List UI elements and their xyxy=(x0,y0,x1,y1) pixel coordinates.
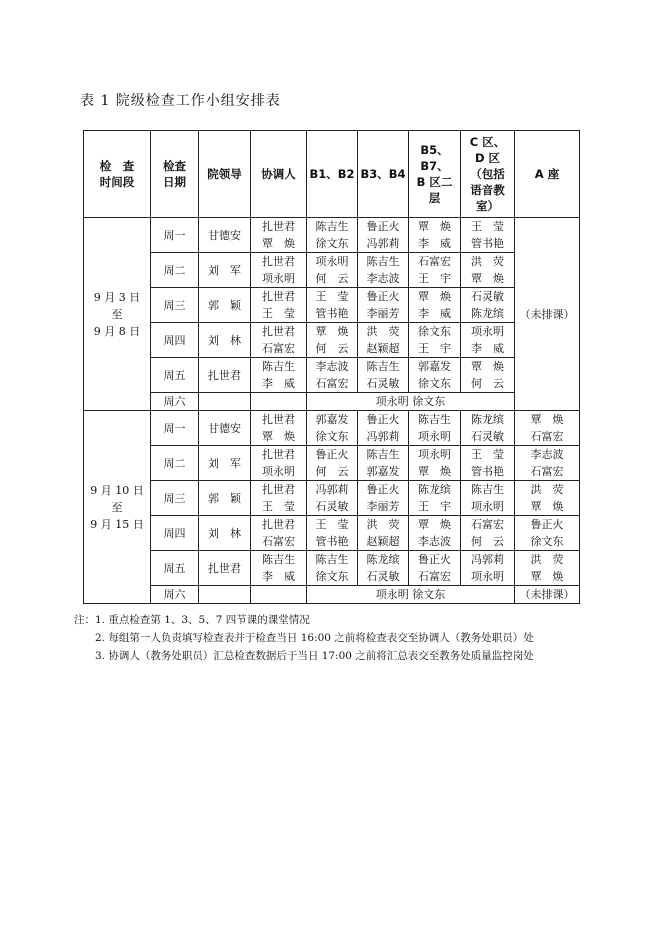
b3-b4-cell: 陈吉生 郭嘉发 xyxy=(358,446,409,481)
day-cell: 周六 xyxy=(151,393,199,411)
leader-cell: 甘德安 xyxy=(199,411,251,446)
a-seat-cell: 洪 荧 覃 焕 xyxy=(515,551,580,586)
leader-cell: 扎世君 xyxy=(199,358,251,393)
leader-cell: 刘 军 xyxy=(199,446,251,481)
table-row xyxy=(84,411,580,446)
c-d-cell: 石富宏 何 云 xyxy=(461,516,515,551)
b5-b7-cell: 项永明 覃 焕 xyxy=(409,446,461,481)
table-row xyxy=(84,218,580,253)
leader-cell: 扎世君 xyxy=(199,551,251,586)
day-cell: 周四 xyxy=(151,516,199,551)
saturday-row xyxy=(84,393,580,411)
day-cell: 周六 xyxy=(151,586,199,604)
day-cell: 周一 xyxy=(151,218,199,253)
c-d-cell: 王 莹 管书艳 xyxy=(461,446,515,481)
b5-b7-cell: 覃 焕 李志波 xyxy=(409,516,461,551)
leader-cell: 郭 颖 xyxy=(199,288,251,323)
inspection-schedule-table xyxy=(83,130,580,604)
a-seat-cell: 鲁正火 徐文东 xyxy=(515,516,580,551)
coordinator-cell: 扎世君 覃 焕 xyxy=(251,411,307,446)
c-d-cell: 项永明 李 威 xyxy=(461,323,515,358)
coordinator-cell xyxy=(251,586,307,604)
table-row xyxy=(84,516,580,551)
leader-cell: 刘 林 xyxy=(199,516,251,551)
b3-b4-cell: 鲁正火 冯郭莉 xyxy=(358,411,409,446)
c-d-cell: 陈龙缤 石灵敏 xyxy=(461,411,515,446)
coordinator-cell: 扎世君 项永明 xyxy=(251,253,307,288)
day-cell: 周二 xyxy=(151,253,199,288)
day-cell: 周三 xyxy=(151,288,199,323)
table-row xyxy=(84,481,580,516)
b1-b2-cell: 鲁正火 何 云 xyxy=(307,446,358,481)
b1-b2-cell: 冯郭莉 石灵敏 xyxy=(307,481,358,516)
leader-cell: 刘 军 xyxy=(199,253,251,288)
b5-b7-cell: 覃 焕 李 威 xyxy=(409,218,461,253)
coordinator-cell: 扎世君 石富宏 xyxy=(251,516,307,551)
leader-cell xyxy=(199,393,251,411)
column-header: B5、B7、 B 区二 层 xyxy=(409,131,461,218)
b5-b7-cell: 覃 焕 李 威 xyxy=(409,288,461,323)
table-row xyxy=(84,288,580,323)
period-cell: 9 月 10 日 至 9 月 15 日 xyxy=(84,411,151,604)
coordinator-cell: 扎世君 王 莹 xyxy=(251,288,307,323)
c-d-cell: 石灵敏 陈龙缤 xyxy=(461,288,515,323)
a-seat-cell: 洪 荧 覃 焕 xyxy=(515,481,580,516)
coordinator-cell: 陈吉生 李 威 xyxy=(251,358,307,393)
note-2: 2. 每组第一人负责填写检查表并于检查当日 16:00 之前将检查表交至协调人（教务处职员）处 xyxy=(95,632,534,644)
leader-cell: 刘 林 xyxy=(199,323,251,358)
b3-b4-cell: 洪 荧 赵颖超 xyxy=(358,516,409,551)
day-cell: 周五 xyxy=(151,358,199,393)
b3-b4-cell: 鲁正火 冯郭莉 xyxy=(358,218,409,253)
a-seat-cell: （未排课） xyxy=(515,586,580,604)
day-cell: 周四 xyxy=(151,323,199,358)
b1-b2-cell: 项永明 何 云 xyxy=(307,253,358,288)
a-seat-cell: （未排课） xyxy=(515,218,580,411)
coordinator-cell xyxy=(251,393,307,411)
b3-b4-cell: 陈龙缤 石灵敏 xyxy=(358,551,409,586)
coordinator-cell: 扎世君 项永明 xyxy=(251,446,307,481)
coordinator-cell: 扎世君 王 莹 xyxy=(251,481,307,516)
b1-b2-cell: 陈吉生 徐文东 xyxy=(307,551,358,586)
column-header: A 座 xyxy=(515,131,580,218)
b5-b7-cell: 鲁正火 石富宏 xyxy=(409,551,461,586)
day-cell: 周五 xyxy=(151,551,199,586)
column-header: B1、B2 xyxy=(307,131,358,218)
b5-b7-cell: 陈龙缤 王 宇 xyxy=(409,481,461,516)
leader-cell: 郭 颖 xyxy=(199,481,251,516)
leader-cell xyxy=(199,586,251,604)
c-d-cell: 洪 荧 覃 焕 xyxy=(461,253,515,288)
c-d-cell: 冯郭莉 项永明 xyxy=(461,551,515,586)
column-header: B3、B4 xyxy=(358,131,409,218)
day-cell: 周三 xyxy=(151,481,199,516)
saturday-staff-cell: 项永明 徐文东 xyxy=(307,586,515,604)
column-header: 检查 日期 xyxy=(151,131,199,218)
b1-b2-cell: 陈吉生 徐文东 xyxy=(307,218,358,253)
coordinator-cell: 扎世君 石富宏 xyxy=(251,323,307,358)
b5-b7-cell: 徐文东 王 宇 xyxy=(409,323,461,358)
c-d-cell: 王 莹 管书艳 xyxy=(461,218,515,253)
column-header: 检 查 时间段 xyxy=(84,131,151,218)
b3-b4-cell: 鲁正火 李丽芳 xyxy=(358,481,409,516)
note-1: 注：1. 重点检查第 1、3、5、7 四节课的课堂情况 xyxy=(74,614,310,626)
day-cell: 周一 xyxy=(151,411,199,446)
b3-b4-cell: 洪 荧 赵颖超 xyxy=(358,323,409,358)
column-header: 协调人 xyxy=(251,131,307,218)
note-3: 3. 协调人（教务处职员）汇总检查数据后于当日 17:00 之前将汇总表交至教务处质量监控岗处 xyxy=(95,650,534,662)
b1-b2-cell: 王 莹 管书艳 xyxy=(307,516,358,551)
table-row xyxy=(84,253,580,288)
b1-b2-cell: 覃 焕 何 云 xyxy=(307,323,358,358)
b5-b7-cell: 石富宏 王 宇 xyxy=(409,253,461,288)
b3-b4-cell: 陈吉生 李志波 xyxy=(358,253,409,288)
coordinator-cell: 扎世君 覃 焕 xyxy=(251,218,307,253)
b3-b4-cell: 鲁正火 李丽芳 xyxy=(358,288,409,323)
table-title: 表 1 院级检查工作小组安排表 xyxy=(80,93,281,109)
period-cell: 9 月 3 日 至 9 月 8 日 xyxy=(84,218,151,411)
day-cell: 周二 xyxy=(151,446,199,481)
b5-b7-cell: 陈吉生 项永明 xyxy=(409,411,461,446)
saturday-staff-cell: 项永明 徐文东 xyxy=(307,393,515,411)
table-row xyxy=(84,323,580,358)
column-header: C 区、 D 区 （包括 语音教 室） xyxy=(461,131,515,218)
table-row xyxy=(84,358,580,393)
b5-b7-cell: 郭嘉发 徐文东 xyxy=(409,358,461,393)
saturday-row xyxy=(84,586,580,604)
a-seat-cell: 覃 焕 石富宏 xyxy=(515,411,580,446)
b1-b2-cell: 李志波 石富宏 xyxy=(307,358,358,393)
notes xyxy=(74,611,534,665)
leader-cell: 甘德安 xyxy=(199,218,251,253)
b1-b2-cell: 王 莹 管书艳 xyxy=(307,288,358,323)
table-row xyxy=(84,446,580,481)
c-d-cell: 陈吉生 项永明 xyxy=(461,481,515,516)
b1-b2-cell: 郭嘉发 徐文东 xyxy=(307,411,358,446)
header-row xyxy=(84,131,580,218)
c-d-cell: 覃 焕 何 云 xyxy=(461,358,515,393)
column-header: 院领导 xyxy=(199,131,251,218)
table-row xyxy=(84,551,580,586)
b3-b4-cell: 陈吉生 石灵敏 xyxy=(358,358,409,393)
a-seat-cell: 李志波 石富宏 xyxy=(515,446,580,481)
coordinator-cell: 陈吉生 李 威 xyxy=(251,551,307,586)
